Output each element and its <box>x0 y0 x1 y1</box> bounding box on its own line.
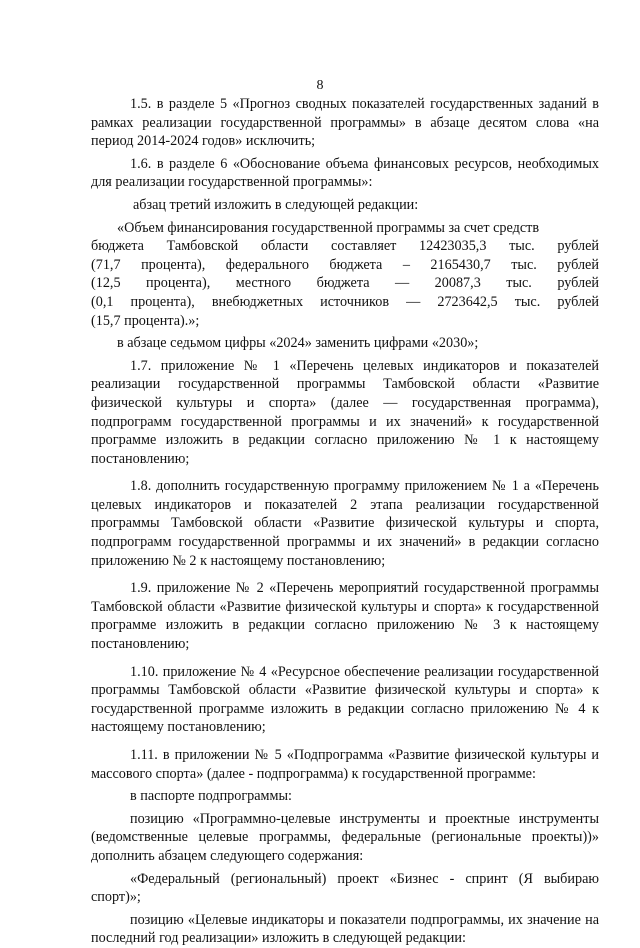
paragraph-1-8: 1.8. дополнить государственную программу приложением № 1 а «Перечень целевых индикаторов и показателей 2 этапа реализации государственной программы Тамбовской области «Развитие физической культуры и спорта, подпрограмм государственной программы и их значений» в редакции согласно приложению № 2 к настоящему постановлению; <box>91 478 599 569</box>
finance-line-2 <box>91 237 599 256</box>
finance-word: — <box>395 275 410 292</box>
finance-block <box>91 219 599 331</box>
finance-word: внебюджетных <box>211 293 304 310</box>
finance-line-4 <box>91 274 599 293</box>
finance-line-3 <box>91 256 599 275</box>
finance-word: 2723642,5 <box>437 293 498 310</box>
finance-word: бюджета <box>316 275 370 292</box>
finance-word: федерального <box>225 256 309 273</box>
finance-word: (12,5 <box>91 275 121 292</box>
paragraph-1-6: 1.6. в разделе 6 «Обоснование объема финансовых ресурсов, необходимых для реализации государственной программы»: <box>91 155 599 191</box>
paragraph-1-7: 1.7. приложение № 1 «Перечень целевых индикаторов и показателей реализации государственной программы Тамбовской области «Развитие физической культуры и спорта» (далее — государственная программа), подпрограмм государственной программы и их значений» к государственной программе изложить в редакции согласно приложению № 1 к настоящему постановлению; <box>91 357 599 467</box>
paragraph-passport: в паспорте подпрограммы: <box>130 788 292 805</box>
finance-word: тыс. <box>514 293 541 310</box>
finance-word: 2165430,7 <box>430 256 491 273</box>
finance-word: составляет <box>331 238 397 255</box>
finance-word: 12423035,3 <box>419 238 487 255</box>
paragraph-1-5: 1.5. в разделе 5 «Прогноз сводных показателей государственных заданий в рамках реализации государственной программы» в абзаце десятом слова «на период 2014-2024 годов» исключить; <box>91 96 599 150</box>
paragraph-position-tools: позицию «Программно-целевые инструменты и проектные инструменты (ведомственные целевые программы, федеральные (региональные проекты))» дополнить абзацем следующего содержания: <box>91 810 599 864</box>
finance-word: 20087,3 <box>434 275 481 292</box>
finance-word: — <box>406 293 421 310</box>
finance-word: Тамбовской <box>166 238 239 255</box>
finance-line-5 <box>91 293 599 312</box>
finance-word: – <box>402 256 410 273</box>
paragraph-abzac-seventh: в абзаце седьмом цифры «2024» заменить цифрами «2030»; <box>117 335 479 352</box>
finance-word: рублей <box>557 275 599 292</box>
finance-line-1: «Объем финансирования государственной программы за счет средств <box>117 219 540 236</box>
finance-word: (0,1 <box>91 293 114 310</box>
finance-word: области <box>260 238 309 255</box>
finance-word: рублей <box>557 238 599 255</box>
finance-line-6: (15,7 процента).»; <box>91 312 200 329</box>
paragraph-federal-project: «Федеральный (региональный) проект «Бизнес - спринт (Я выбираю спорт)»; <box>91 870 599 906</box>
finance-word: рублей <box>557 293 599 310</box>
finance-word: рублей <box>557 256 599 273</box>
document-body <box>91 95 599 948</box>
finance-word: процента), <box>146 275 211 292</box>
paragraph-abzac-third: абзац третий изложить в следующей редакции: <box>133 196 419 213</box>
finance-word: (71,7 <box>91 256 121 273</box>
finance-word: бюджета <box>329 256 383 273</box>
paragraph-position-indicators: позицию «Целевые индикаторы и показатели подпрограммы, их значение на последний год реализации» изложить в следующей редакции: <box>91 911 599 947</box>
paragraph-1-9: 1.9. приложение № 2 «Перечень мероприятий государственной программы Тамбовской области «Развитие физической культуры и спорта» к государственной программе изложить в редакции согласно приложению № 3 к настоящему постановлению; <box>91 580 599 653</box>
finance-word: бюджета <box>91 238 144 255</box>
finance-word: тыс. <box>506 275 532 292</box>
finance-word: тыс. <box>509 238 535 255</box>
finance-word: тыс. <box>511 256 537 273</box>
finance-word: местного <box>235 275 292 292</box>
finance-word: источников <box>320 293 390 310</box>
finance-word: процента), <box>130 293 195 310</box>
page-number: 8 <box>316 78 324 93</box>
finance-word: процента), <box>141 256 206 273</box>
paragraph-1-11: 1.11. в приложении № 5 «Подпрограмма «Развитие физической культуры и массового спорта» (далее - подпрограмма) к государственной программе: <box>91 747 599 782</box>
paragraph-1-10: 1.10. приложение № 4 «Ресурсное обеспечение реализации государственной программы Тамбовской области «Развитие физической культуры и спорта» к государственной программе изложить в редакции согласно приложению № 4 к настоящему постановлению; <box>91 663 599 736</box>
